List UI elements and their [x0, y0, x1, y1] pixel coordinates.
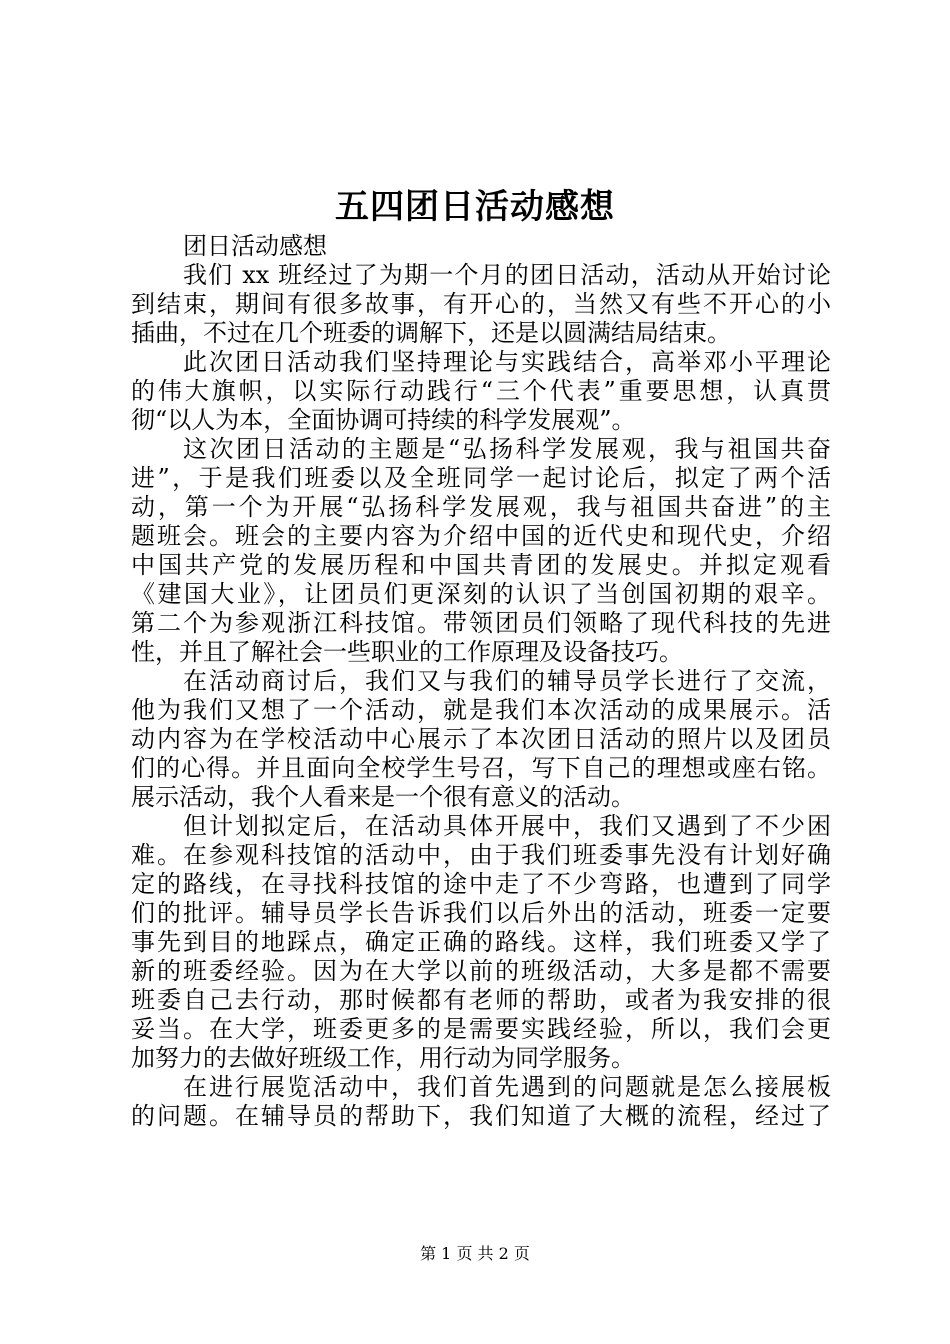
text-line: 们的批评。辅导员学长告诉我们以后外出的活动，班委一定要 [131, 899, 831, 927]
text-line: 题班会。班会的主要内容为介绍中国的近代史和现代史，介绍 [131, 522, 831, 550]
text-line: 加努力的去做好班级工作，用行动为同学服务。 [131, 1044, 635, 1072]
text-line: 们的心得。并且面向全校学生号召，写下自己的理想或座右铭。 [131, 754, 831, 782]
text-line: 动，第一个为开展“弘扬科学发展观，我与祖国共奋进”的主 [131, 493, 831, 521]
text-line: 团日活动感想 [183, 232, 327, 260]
text-line: 插曲，不过在几个班委的调解下，还是以圆满结局结束。 [131, 319, 731, 347]
text-line: 进”，于是我们班委以及全班同学一起讨论后，拟定了两个活 [131, 464, 831, 492]
text-line: 定的路线，在寻找科技馆的途中走了不少弯路，也遭到了同学 [131, 870, 831, 898]
text-line: 此次团日活动我们坚持理论与实践结合，高举邓小平理论 [183, 348, 831, 376]
text-line: 班委自己去行动，那时候都有老师的帮助，或者为我安排的很 [131, 986, 831, 1014]
text-line: 中国共产党的发展历程和中国共青团的发展史。并拟定观看 [131, 551, 831, 579]
text-line: 但计划拟定后，在活动具体开展中，我们又遇到了不少困 [183, 812, 831, 840]
page-footer: 第 1 页 共 2 页 [420, 1244, 530, 1263]
text-line: 《建国大业》，让团员们更深刻的认识了当创国初期的艰辛。 [131, 580, 831, 608]
text-line: 到结束，期间有很多故事，有开心的，当然又有些不开心的小 [131, 290, 831, 318]
text-line: 难。在参观科技馆的活动中，由于我们班委事先没有计划好确 [131, 841, 831, 869]
text-line: 展示活动，我个人看来是一个很有意义的活动。 [131, 783, 635, 811]
text-line: 第二个为参观浙江科技馆。带领团员们领略了现代科技的先进 [131, 609, 831, 637]
text-line: 他为我们又想了一个活动，就是我们本次活动的成果展示。活 [131, 696, 831, 724]
text-line: 这次团日活动的主题是“弘扬科学发展观，我与祖国共奋 [183, 435, 831, 463]
document-body [131, 232, 831, 1131]
text-line: 事先到目的地踩点，确定正确的路线。这样，我们班委又学了 [131, 928, 831, 956]
text-line: 动内容为在学校活动中心展示了本次团日活动的照片以及团员 [131, 725, 831, 753]
text-line: 在进行展览活动中，我们首先遇到的问题就是怎么接展板 [183, 1073, 831, 1101]
text-line: 新的班委经验。因为在大学以前的班级活动，大多是都不需要 [131, 957, 831, 985]
text-line: 妥当。在大学，班委更多的是需要实践经验，所以，我们会更 [131, 1015, 831, 1043]
text-line: 的伟大旗帜，以实际行动践行“三个代表”重要思想，认真贯 [131, 377, 831, 405]
text-line: 性，并且了解社会一些职业的工作原理及设备技巧。 [131, 638, 683, 666]
text-line: 彻“以人为本，全面协调可持续的科学发展观”。 [131, 406, 636, 434]
text-line: 在活动商讨后，我们又与我们的辅导员学长进行了交流， [183, 667, 831, 695]
document-title: 五四团日活动感想 [335, 187, 615, 227]
text-line: 我们 xx 班经过了为期一个月的团日活动，活动从开始讨论 [183, 261, 831, 289]
text-line: 的问题。在辅导员的帮助下，我们知道了大概的流程，经过了 [131, 1102, 831, 1130]
